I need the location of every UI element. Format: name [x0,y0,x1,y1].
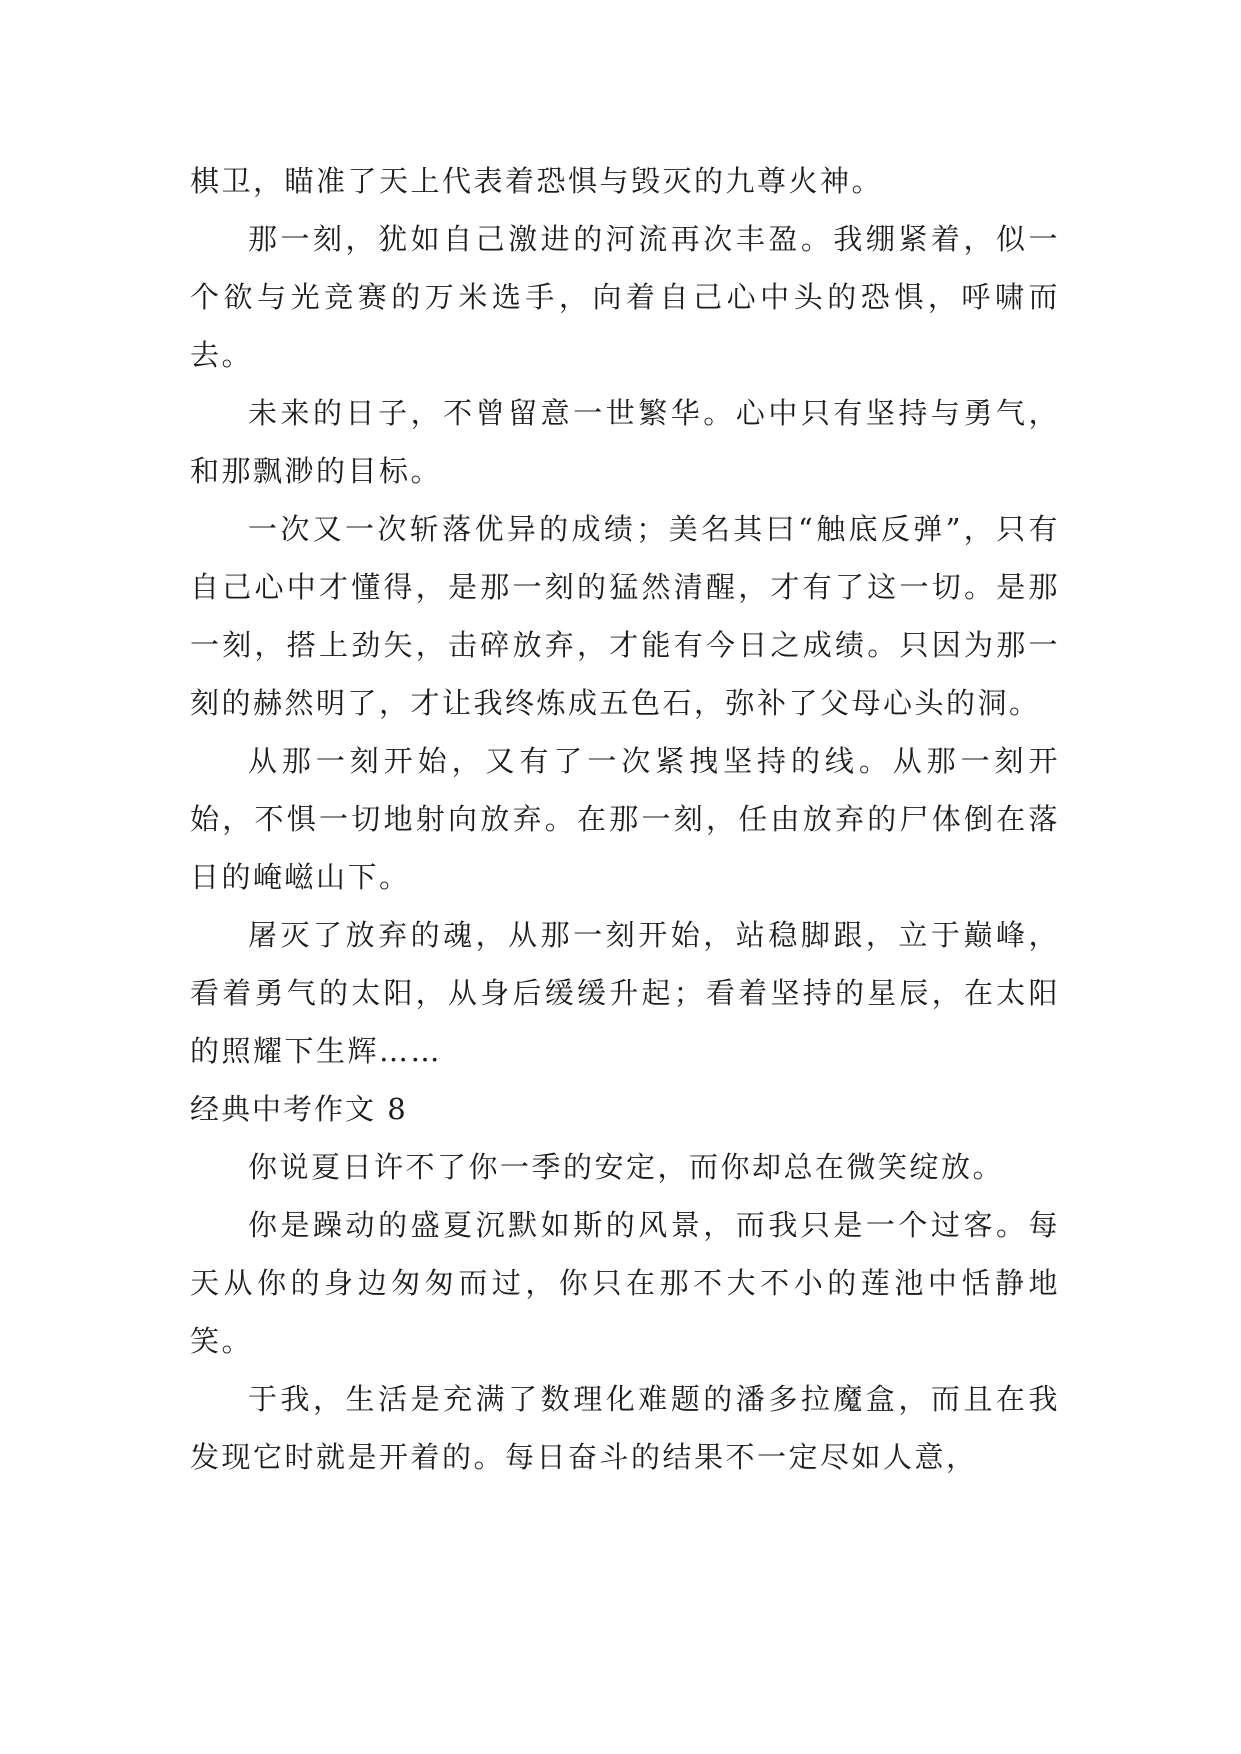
paragraph: 屠灭了放弃的魂，从那一刻开始，站稳脚跟，立于巅峰，看着勇气的太阳，从身后缓缓升起；看着坚持的星辰，在太阳的照耀下生辉…… [190,918,1060,1068]
paragraph: 一次又一次斩落优异的成绩；美名其曰“触底反弹”，只有自己心中才懂得，是那一刻的猛然清醒，才有了这一切。是那一刻，搭上劲矢，击碎放弃，才能有今日之成绩。只因为那一刻的赫然明了，才让我终炼成五色石，弥补了父母心头的洞。 [190,512,1060,720]
document-body [190,152,1060,1486]
paragraph: 从那一刻开始，又有了一次紧拽坚持的线。从那一刻开始，不惧一切地射向放弃。在那一刻，任由放弃的尸体倒在落日的崦嵫山下。 [190,744,1060,894]
section-heading: 经典中考作文 8 [190,1092,408,1126]
paragraph: 于我，生活是充满了数理化难题的潘多拉魔盒，而且在我发现它时就是开着的。每日奋斗的结果不一定尽如人意， [190,1382,1060,1474]
paragraph-continued: 棋卫，瞄准了天上代表着恐惧与毁灭的九尊火神。 [190,164,884,198]
paragraph: 你说夏日许不了你一季的安定，而你却总在微笑绽放。 [248,1150,1005,1184]
paragraph: 那一刻，犹如自己激进的河流再次丰盈。我绷紧着，似一个欲与光竞赛的万米选手，向着自己心中头的恐惧，呼啸而去。 [190,222,1060,372]
paragraph: 你是躁动的盛夏沉默如斯的风景，而我只是一个过客。每天从你的身边匆匆而过，你只在那不大不小的莲池中恬静地笑。 [190,1208,1060,1358]
paragraph: 未来的日子，不曾留意一世繁华。心中只有坚持与勇气，和那飘渺的目标。 [190,396,1060,488]
